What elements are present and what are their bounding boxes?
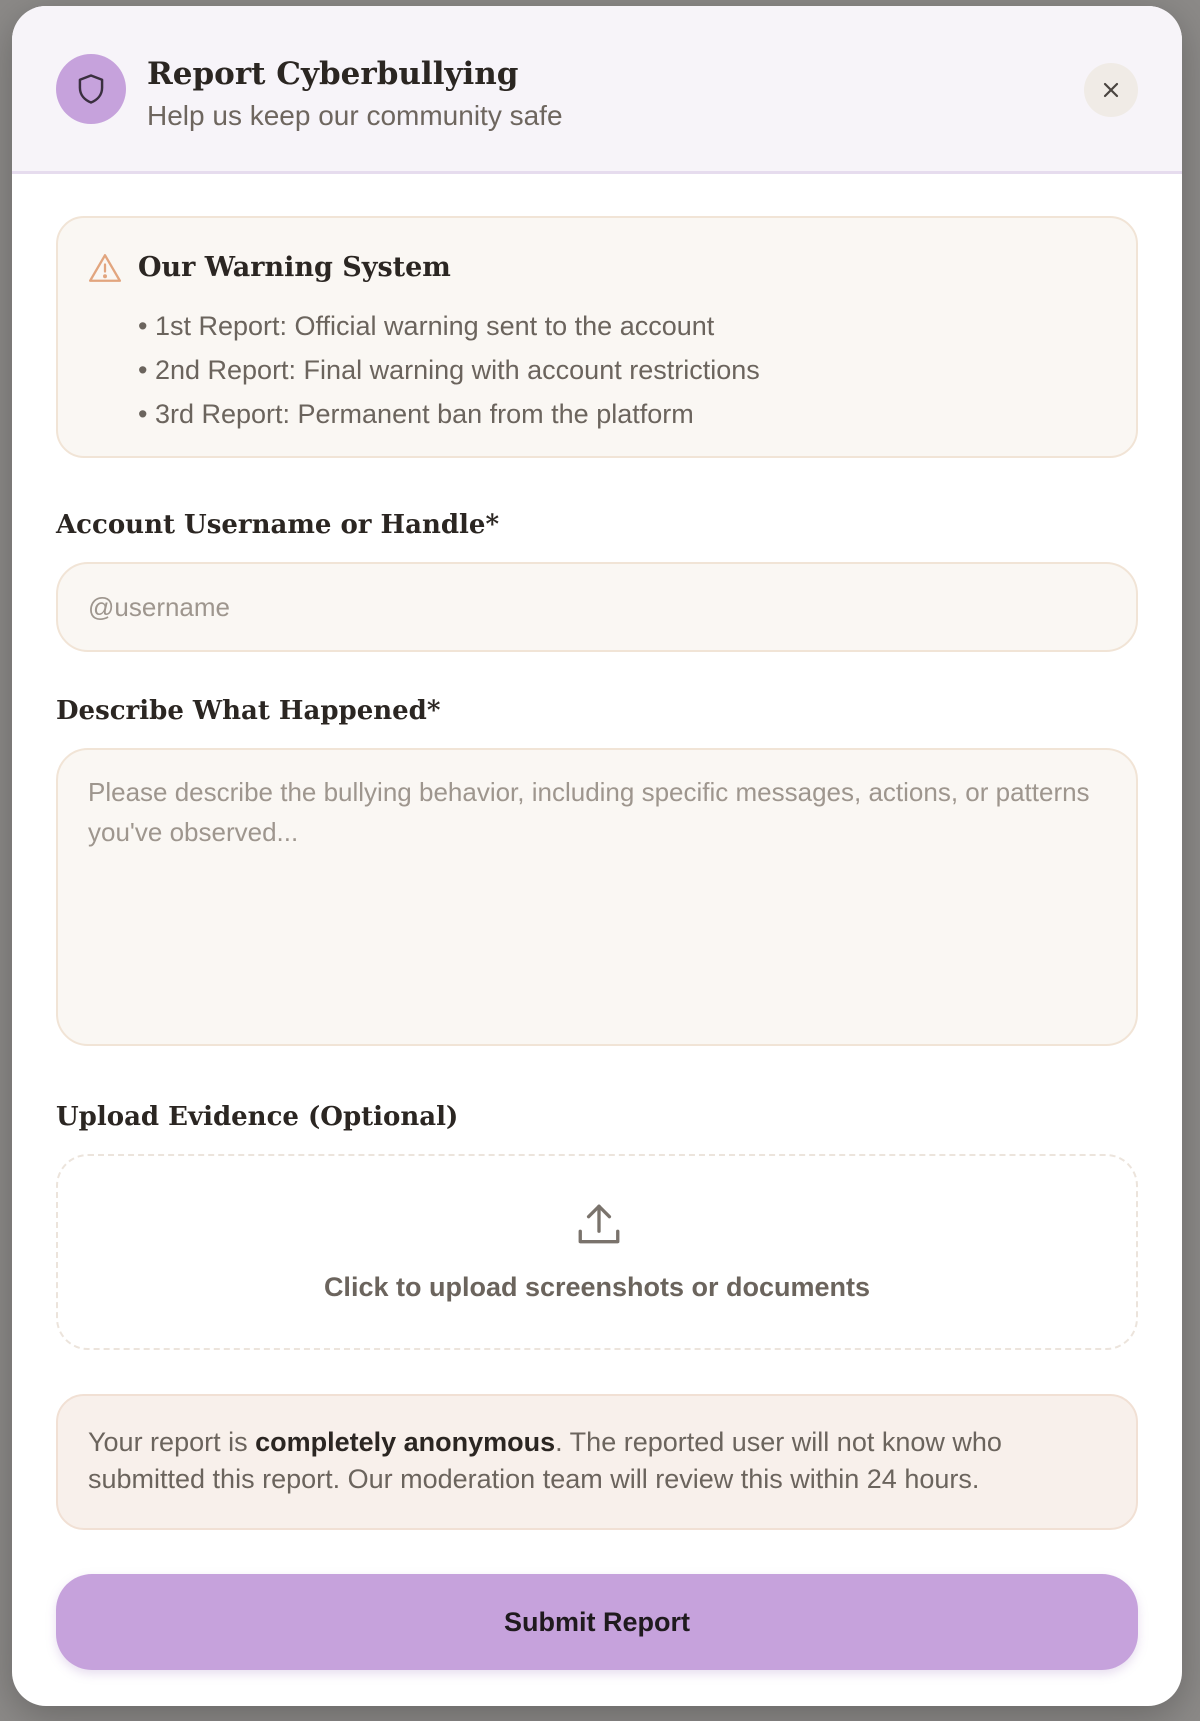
description-textarea[interactable] [56,748,1138,1046]
shield-icon [56,54,126,124]
modal-header [12,6,1182,174]
upload-dropzone[interactable] [56,1154,1138,1350]
close-button[interactable] [1084,63,1138,117]
anonymous-notice [56,1394,1138,1530]
upload-icon [574,1200,624,1250]
close-icon [1101,80,1121,100]
report-modal [12,6,1182,1706]
warning-list [138,304,760,436]
upload-text: Click to upload screenshots or documents [323,1272,871,1302]
notice-emphasis: completely anonymous [255,1427,556,1457]
modal-subtitle: Help us keep our community safe [147,100,563,131]
submit-report-button[interactable]: Submit Report [56,1574,1138,1670]
username-input[interactable] [56,562,1138,652]
upload-label: Upload Evidence (Optional) [56,1102,459,1132]
warning-title: Our Warning System [138,252,451,283]
username-label: Account Username or Handle* [56,510,500,540]
description-label: Describe What Happened* [56,696,441,726]
warning-list-item: • 2nd Report: Final warning with account restrictions [138,348,760,392]
warning-system-box [56,216,1138,458]
notice-prefix: Your report is [88,1427,256,1457]
modal-title: Report Cyberbullying [147,56,519,92]
warning-list-item: • 1st Report: Official warning sent to the account [138,304,760,348]
warning-list-item: • 3rd Report: Permanent ban from the platform [138,392,760,436]
notice-suffix: . The reported user will not know who submitted this report. Our moderation team will review this within 24 hours. [88,1427,1002,1494]
modal-content [56,216,1138,1637]
warning-triangle-icon [88,252,122,284]
